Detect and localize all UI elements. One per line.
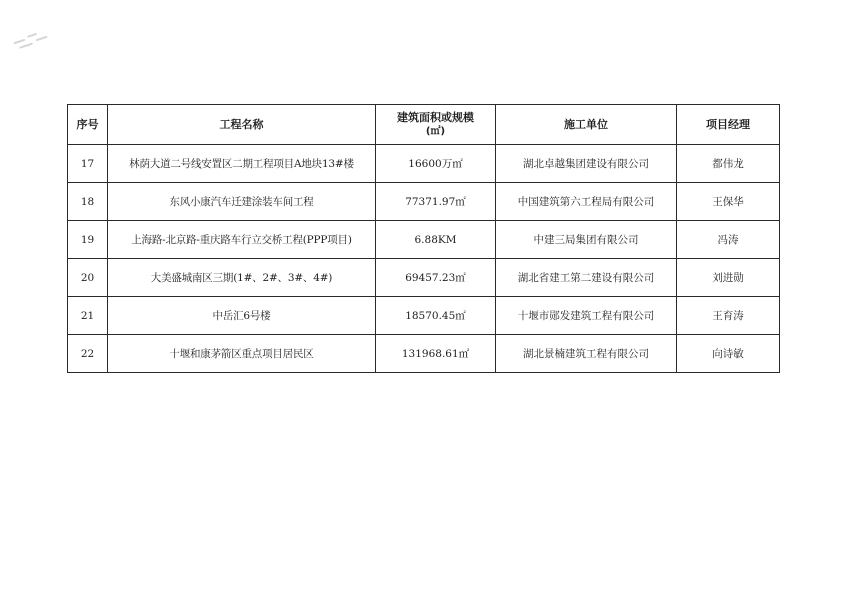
header-builder: 施工单位: [496, 105, 677, 145]
cell-no: 19: [68, 221, 108, 259]
cell-area: 18570.45㎡: [376, 297, 496, 335]
cell-manager: 刘进勋: [677, 259, 780, 297]
header-area-label: 建筑面积或规模: [397, 110, 474, 124]
cell-name: 上海路-北京路-重庆路车行立交桥工程(PPP项目): [108, 221, 376, 259]
header-manager: 项目经理: [677, 105, 780, 145]
cell-no: 22: [68, 335, 108, 373]
table-row: [68, 335, 780, 373]
table-row: [68, 183, 780, 221]
cell-manager: 冯涛: [677, 221, 780, 259]
project-table: [67, 104, 780, 373]
header-name: 工程名称: [108, 105, 376, 145]
cell-name: 林荫大道二号线安置区二期工程项目A地块13#楼: [108, 145, 376, 183]
table-row: [68, 259, 780, 297]
cell-area: 16600万㎡: [376, 145, 496, 183]
cell-builder: 十堰市郧发建筑工程有限公司: [496, 297, 677, 335]
cell-name: 十堰和康茅箭区重点项目居民区: [108, 335, 376, 373]
cell-manager: 都伟龙: [677, 145, 780, 183]
cell-no: 20: [68, 259, 108, 297]
table-row: [68, 221, 780, 259]
cell-area: 69457.23㎡: [376, 259, 496, 297]
cell-builder: 湖北景楠建筑工程有限公司: [496, 335, 677, 373]
cell-area: 77371.97㎡: [376, 183, 496, 221]
table-row: [68, 297, 780, 335]
cell-manager: 王保华: [677, 183, 780, 221]
header-no: 序号: [68, 105, 108, 145]
cell-builder: 中国建筑第六工程局有限公司: [496, 183, 677, 221]
cell-no: 18: [68, 183, 108, 221]
cell-manager: 向诗敏: [677, 335, 780, 373]
header-area-unit: (㎡): [425, 125, 446, 137]
scan-artifact: [12, 24, 57, 57]
cell-name: 东风小康汽车迁建涂装车间工程: [108, 183, 376, 221]
cell-builder: 湖北卓越集团建设有限公司: [496, 145, 677, 183]
cell-no: 17: [68, 145, 108, 183]
cell-name: 大美盛城南区三期(1#、2#、3#、4#): [108, 259, 376, 297]
cell-area: 6.88KM: [376, 221, 496, 259]
header-area: [376, 105, 496, 145]
cell-builder: 湖北省建工第二建设有限公司: [496, 259, 677, 297]
cell-manager: 王育涛: [677, 297, 780, 335]
cell-no: 21: [68, 297, 108, 335]
table-row: [68, 145, 780, 183]
cell-builder: 中建三局集团有限公司: [496, 221, 677, 259]
table-header-row: [68, 105, 780, 145]
cell-area: 131968.61㎡: [376, 335, 496, 373]
cell-name: 中岳汇6号楼: [108, 297, 376, 335]
